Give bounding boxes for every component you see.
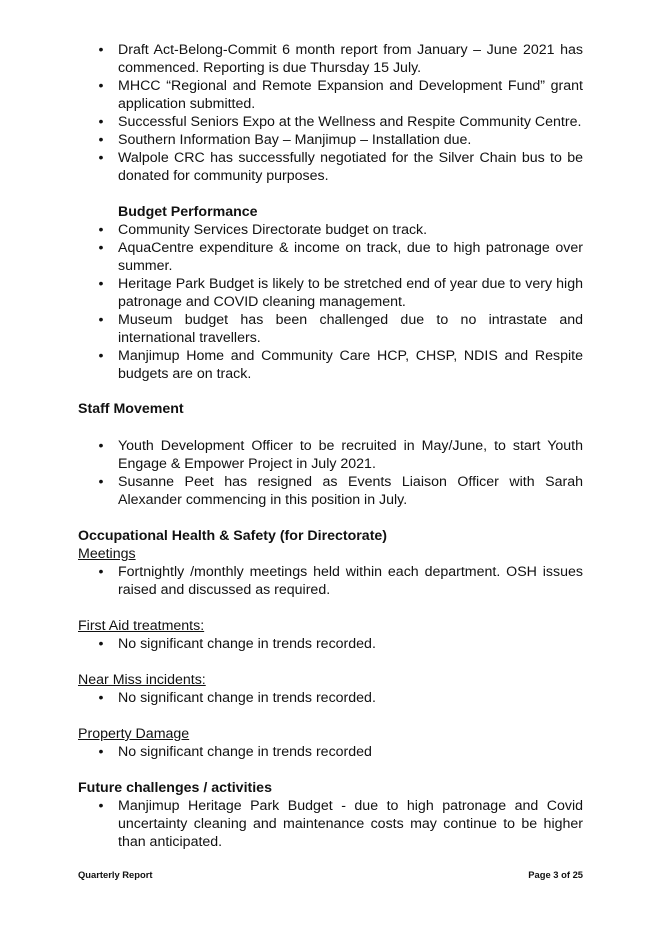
list-item-text: MHCC “Regional and Remote Expansion and Development Fund” grant application submitted. bbox=[118, 78, 583, 112]
list-item bbox=[78, 689, 583, 707]
list-item-text: Successful Seniors Expo at the Wellness and Respite Community Centre. bbox=[118, 114, 582, 130]
bullet-icon: • bbox=[98, 636, 104, 652]
list-item bbox=[78, 77, 583, 113]
list-item bbox=[78, 563, 583, 599]
list-item-text: Heritage Park Budget is likely to be stretched end of year due to very high patronage and COVID cleaning management. bbox=[118, 276, 583, 310]
first-aid-label: First Aid treatments: bbox=[78, 618, 205, 634]
ohs-heading: Occupational Health & Safety (for Directorate) bbox=[78, 528, 388, 544]
bullet-icon: • bbox=[98, 114, 104, 130]
list-item bbox=[78, 149, 583, 185]
near-miss-label: Near Miss incidents: bbox=[78, 672, 206, 688]
bullet-icon: • bbox=[98, 150, 104, 166]
bullet-icon: • bbox=[98, 348, 104, 364]
bullet-icon: • bbox=[98, 276, 104, 292]
list-item-text: No significant change in trends recorded. bbox=[118, 690, 376, 706]
list-item bbox=[78, 473, 583, 509]
list-item bbox=[78, 635, 583, 653]
bullet-icon: • bbox=[98, 438, 104, 454]
list-item-text: Manjimup Home and Community Care HCP, CHSP, NDIS and Respite budgets are on track. bbox=[118, 348, 583, 382]
list-item bbox=[78, 239, 583, 275]
list-item-text: Susanne Peet has resigned as Events Liaison Officer with Sarah Alexander commencing in this position in July. bbox=[118, 474, 583, 508]
list-item-text: Walpole CRC has successfully negotiated for the Silver Chain bus to be donated for community purposes. bbox=[118, 150, 583, 184]
list-item-text: No significant change in trends recorded bbox=[118, 744, 372, 760]
bullet-icon: • bbox=[98, 78, 104, 94]
bullet-icon: • bbox=[98, 132, 104, 148]
staff-movement-heading: Staff Movement bbox=[78, 401, 184, 417]
staff-bullet-list bbox=[78, 437, 583, 509]
list-item bbox=[78, 221, 583, 239]
near-miss-bullet-list bbox=[78, 689, 583, 707]
meetings-bullet-list bbox=[78, 563, 583, 599]
future-bullet-list bbox=[78, 797, 583, 851]
footer-report-title: Quarterly Report bbox=[78, 869, 153, 880]
bullet-icon: • bbox=[98, 798, 104, 814]
list-item-text: Southern Information Bay – Manjimup – Installation due. bbox=[118, 132, 472, 148]
meetings-label: Meetings bbox=[78, 546, 136, 562]
bullet-icon: • bbox=[98, 744, 104, 760]
bullet-icon: • bbox=[98, 312, 104, 328]
page-content bbox=[78, 41, 583, 851]
list-item bbox=[78, 311, 583, 347]
list-item bbox=[78, 41, 583, 77]
list-item-text: No significant change in trends recorded. bbox=[118, 636, 376, 652]
list-item-text: Fortnightly /monthly meetings held within each department. OSH issues raised and discussed as required. bbox=[118, 564, 583, 598]
list-item bbox=[78, 797, 583, 851]
bullet-icon: • bbox=[98, 222, 104, 238]
first-aid-bullet-list bbox=[78, 635, 583, 653]
bullet-icon: • bbox=[98, 42, 104, 58]
bullet-icon: • bbox=[98, 474, 104, 490]
list-item bbox=[78, 113, 583, 131]
list-item bbox=[78, 437, 583, 473]
list-item bbox=[78, 131, 583, 149]
property-damage-label: Property Damage bbox=[78, 726, 190, 742]
list-item-text: Museum budget has been challenged due to no intrastate and international travellers. bbox=[118, 312, 583, 346]
budget-performance-heading: Budget Performance bbox=[118, 204, 258, 220]
bullet-icon: • bbox=[98, 564, 104, 580]
list-item-text: Youth Development Officer to be recruited in May/June, to start Youth Engage & Empower Project in July 2021. bbox=[118, 438, 583, 472]
footer-page-number: Page 3 of 25 bbox=[528, 869, 583, 880]
bullet-icon: • bbox=[98, 240, 104, 256]
property-damage-bullet-list bbox=[78, 743, 583, 761]
list-item bbox=[78, 743, 583, 761]
list-item-text: Manjimup Heritage Park Budget - due to high patronage and Covid uncertainty cleaning and maintenance costs may continue to be higher than anticipated. bbox=[118, 798, 583, 850]
bullet-icon: • bbox=[98, 690, 104, 706]
budget-bullet-list bbox=[78, 221, 583, 383]
list-item bbox=[78, 347, 583, 383]
list-item-text: Draft Act-Belong-Commit 6 month report from January – June 2021 has commenced. Reporting is due Thursday 15 July. bbox=[118, 42, 583, 76]
intro-bullet-list bbox=[78, 41, 583, 185]
list-item bbox=[78, 275, 583, 311]
future-challenges-heading: Future challenges / activities bbox=[78, 780, 272, 796]
list-item-text: AquaCentre expenditure & income on track, due to high patronage over summer. bbox=[118, 240, 583, 274]
list-item-text: Community Services Directorate budget on track. bbox=[118, 222, 428, 238]
